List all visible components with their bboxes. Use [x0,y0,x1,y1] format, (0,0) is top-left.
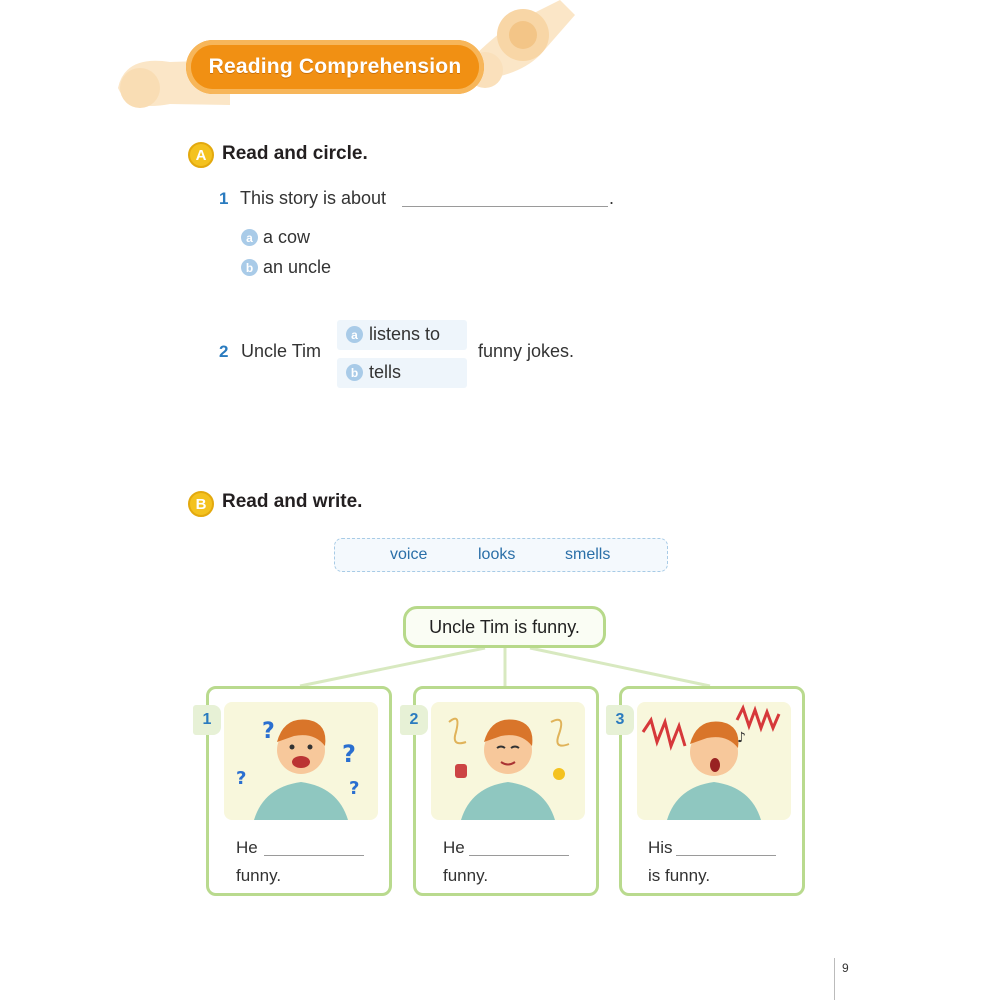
option-a-text[interactable]: a cow [263,227,311,247]
choice-b-text[interactable]: tells [369,362,402,382]
card-2-blank[interactable] [469,855,569,856]
question-2-number: 2 [219,342,229,361]
svg-text:?: ? [236,768,247,789]
mind-map-root: Uncle Tim is funny. [403,606,606,648]
card-2-illustration [431,702,585,820]
card-1-blank[interactable] [264,855,364,856]
option-b-text[interactable]: an uncle [263,257,332,277]
page-number-divider [834,958,835,1000]
card-1-number: 1 [193,705,221,735]
card-3-line2: is funny. [648,866,711,885]
question-2-suffix: funny jokes. [478,341,575,361]
singing-boy-image [637,702,791,820]
page-title: Reading Comprehension [208,55,462,78]
svg-text:?: ? [349,778,360,799]
card-2-line2: funny. [443,866,489,885]
card-3-blank[interactable] [676,855,776,856]
card-3-number: 3 [606,705,634,735]
card-3-illustration [637,702,791,820]
section-b-title: Read and write. [222,491,363,512]
choice-a-text[interactable]: listens to [369,324,441,344]
question-1-text: This story is about [240,188,387,208]
card-1-line1: He [236,838,258,857]
svg-text:?: ? [342,740,356,768]
card-1-illustration [224,702,378,820]
page-number: 9 [842,961,849,975]
confused-boy-image [224,702,378,820]
choice-a-badge: a [346,326,363,343]
svg-text:?: ? [262,719,275,744]
section-a-title: Read and circle. [222,143,368,164]
question-1-number: 1 [219,189,229,208]
section-b-badge: B [188,491,214,517]
card-2-number: 2 [400,705,428,735]
card-1-line2: funny. [236,866,282,885]
choice-b-badge: b [346,364,363,381]
word-bank-word: looks [478,546,516,563]
svg-text:♪: ♪ [737,730,746,746]
question-2-prefix: Uncle Tim [241,341,322,361]
question-1-period: . [609,188,615,208]
card-3-line1: His [648,838,673,857]
word-bank-word: smells [565,546,611,563]
section-a-badge: A [188,142,214,168]
smelling-boy-image [431,702,585,820]
option-b-badge: b [241,259,258,276]
card-2-line1: He [443,838,465,857]
option-a-badge: a [241,229,258,246]
word-bank-word: voice [390,546,428,563]
